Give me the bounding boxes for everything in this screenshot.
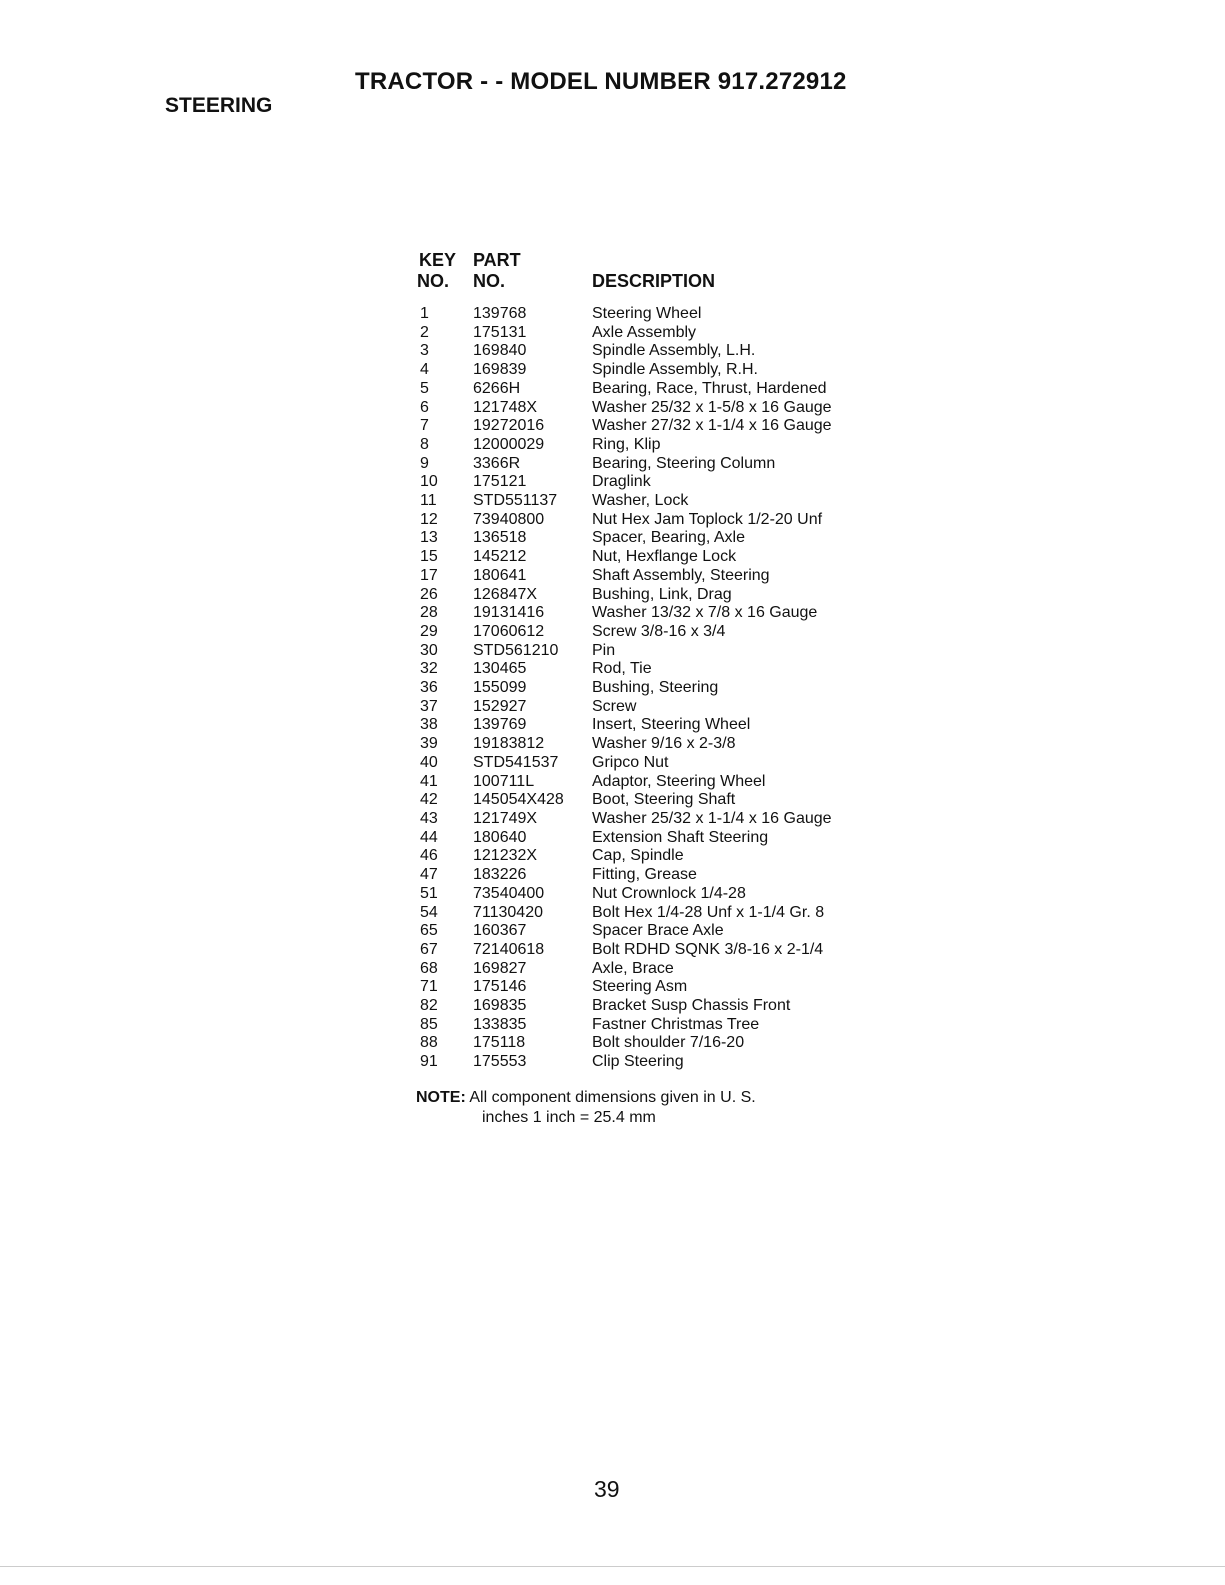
- part-number: 72140618: [473, 940, 545, 958]
- part-number: 175121: [473, 473, 527, 491]
- part-number: 155099: [473, 679, 527, 697]
- section-title: STEERING: [165, 94, 273, 117]
- table-row: [420, 735, 892, 754]
- key-column-header-line1: KEY: [419, 250, 457, 270]
- part-number: 121749X: [473, 809, 538, 827]
- key-number: 54: [420, 903, 438, 921]
- part-number: 145212: [473, 548, 527, 566]
- part-description: Rod, Tie: [592, 660, 652, 678]
- part-description: Washer 25/32 x 1-5/8 x 16 Gauge: [592, 398, 832, 416]
- part-description: Spacer, Bearing, Axle: [592, 529, 745, 547]
- table-row: [420, 1016, 892, 1035]
- key-number: 8: [420, 435, 429, 453]
- key-number: 29: [420, 622, 438, 640]
- part-number: 73940800: [473, 510, 545, 528]
- part-number: 136518: [473, 529, 527, 547]
- key-number: 46: [420, 847, 438, 865]
- key-column-header-line2: NO.: [417, 271, 450, 291]
- part-description: Draglink: [592, 473, 651, 491]
- part-number: 19272016: [473, 417, 545, 435]
- key-number: 1: [420, 305, 429, 322]
- table-row: [420, 997, 892, 1016]
- part-description: Fastner Christmas Tree: [592, 1015, 760, 1033]
- key-number: 17: [420, 566, 438, 584]
- part-column-header-line2: NO.: [473, 271, 506, 291]
- part-number: 126847X: [473, 585, 538, 603]
- part-description: Nut Crownlock 1/4-28: [592, 884, 746, 902]
- part-number: 169840: [473, 342, 527, 360]
- key-number: 3: [420, 342, 429, 360]
- part-number: 71130420: [473, 903, 543, 921]
- part-number: 139768: [473, 305, 527, 322]
- table-row: [420, 455, 892, 474]
- part-description: Spindle Assembly, R.H.: [592, 361, 758, 379]
- table-row: [420, 1053, 892, 1072]
- table-row: [420, 623, 892, 642]
- part-description: Bushing, Steering: [592, 679, 719, 697]
- table-row: [420, 922, 892, 941]
- key-number: 11: [420, 492, 437, 510]
- key-number: 38: [420, 716, 438, 734]
- part-description: Washer 27/32 x 1-1/4 x 16 Gauge: [592, 417, 832, 435]
- key-number: 88: [420, 1034, 438, 1052]
- table-row: [420, 960, 892, 979]
- table-row: [420, 978, 892, 997]
- table-row: [420, 324, 892, 343]
- table-row: [420, 754, 892, 773]
- part-number: 169827: [473, 959, 527, 977]
- part-description: Nut Hex Jam Toplock 1/2-20 Unf: [592, 510, 823, 528]
- bottom-divider: [0, 1566, 1225, 1567]
- page-title: TRACTOR - - MODEL NUMBER 917.272912: [355, 68, 847, 95]
- key-number: 36: [420, 679, 438, 697]
- part-number: 160367: [473, 922, 527, 940]
- table-row: [420, 904, 892, 923]
- part-description: Clip Steering: [592, 1053, 684, 1071]
- part-description: Shaft Assembly, Steering: [592, 566, 770, 584]
- part-description: Axle, Brace: [592, 959, 674, 977]
- table-row: [420, 417, 892, 436]
- part-number: STD551137: [473, 492, 558, 510]
- key-number: 13: [420, 529, 438, 547]
- part-description: Insert, Steering Wheel: [592, 716, 751, 734]
- part-number: 133835: [473, 1015, 527, 1033]
- key-number: 51: [420, 884, 438, 902]
- table-row: [420, 361, 892, 380]
- key-number: 28: [420, 604, 438, 622]
- key-number: 85: [420, 1015, 438, 1033]
- key-number: 91: [420, 1053, 438, 1071]
- part-description: Screw: [592, 697, 637, 715]
- part-description: Steering Wheel: [592, 305, 702, 322]
- part-number: 100711L: [473, 772, 535, 790]
- key-number: 40: [420, 753, 438, 771]
- part-number: 180641: [473, 566, 527, 584]
- table-row: [420, 548, 892, 567]
- table-row: [420, 436, 892, 455]
- part-description: Screw 3/8-16 x 3/4: [592, 622, 726, 640]
- key-number: 7: [420, 417, 429, 435]
- part-number: 19131416: [473, 604, 545, 622]
- table-row: [420, 642, 892, 661]
- key-number: 15: [420, 548, 438, 566]
- parts-table: [420, 305, 892, 1072]
- part-number: 152927: [473, 697, 527, 715]
- part-description: Nut, Hexflange Lock: [592, 548, 737, 566]
- key-number: 6: [420, 398, 429, 416]
- part-description: Adaptor, Steering Wheel: [592, 772, 766, 790]
- part-number: 121232X: [473, 847, 538, 865]
- table-row: [420, 529, 892, 548]
- table-row: [420, 660, 892, 679]
- table-row: [420, 511, 892, 530]
- table-row: [420, 473, 892, 492]
- key-number: 68: [420, 959, 438, 977]
- key-number: 42: [420, 791, 438, 809]
- table-row: [420, 567, 892, 586]
- table-row: [420, 679, 892, 698]
- part-description: Cap, Spindle: [592, 847, 684, 865]
- part-description: Boot, Steering Shaft: [592, 791, 736, 809]
- part-number: STD541537: [473, 753, 559, 771]
- key-number: 82: [420, 997, 438, 1015]
- key-number: 30: [420, 641, 438, 659]
- part-number: 175553: [473, 1053, 527, 1071]
- key-number: 43: [420, 809, 438, 827]
- table-row: [420, 773, 892, 792]
- part-number: 183226: [473, 866, 527, 884]
- key-number: 39: [420, 735, 438, 753]
- part-description: Fitting, Grease: [592, 866, 697, 884]
- key-number: 65: [420, 922, 438, 940]
- part-description: Bolt Hex 1/4-28 Unf x 1-1/4 Gr. 8: [592, 903, 825, 921]
- part-description: Steering Asm: [592, 978, 688, 996]
- part-description: Bearing, Race, Thrust, Hardened: [592, 379, 827, 397]
- page-number: 39: [594, 1476, 620, 1502]
- part-description: Washer 25/32 x 1-1/4 x 16 Gauge: [592, 809, 832, 827]
- table-row: [420, 399, 892, 418]
- table-row: [420, 847, 892, 866]
- part-number: 121748X: [473, 398, 538, 416]
- key-number: 26: [420, 585, 438, 603]
- part-number: 139769: [473, 716, 527, 734]
- part-description: Washer 9/16 x 2-3/8: [592, 735, 736, 753]
- key-number: 4: [420, 361, 429, 379]
- part-number: 145054X428: [473, 791, 564, 809]
- description-column-header: DESCRIPTION: [592, 271, 716, 291]
- key-number: 10: [420, 473, 438, 491]
- key-number: 12: [420, 510, 438, 528]
- note-text-line2: inches 1 inch = 25.4 mm: [482, 1109, 656, 1126]
- part-description: Extension Shaft Steering: [592, 828, 769, 846]
- table-row: [420, 791, 892, 810]
- part-number: 12000029: [473, 435, 545, 453]
- key-number: 2: [420, 323, 429, 341]
- note-label: NOTE:: [416, 1089, 466, 1106]
- part-number: 19183812: [473, 735, 545, 753]
- part-number: 169835: [473, 997, 527, 1015]
- table-row: [420, 492, 892, 511]
- key-number: 5: [420, 379, 429, 397]
- part-description: Washer, Lock: [592, 492, 689, 510]
- table-row: [420, 342, 892, 361]
- table-row: [420, 1034, 892, 1053]
- part-column-header-line1: PART: [473, 250, 521, 270]
- table-row: [420, 810, 892, 829]
- note-text-line1: All component dimensions given in U. S.: [469, 1089, 756, 1106]
- part-description: Gripco Nut: [592, 753, 669, 771]
- part-number: 130465: [473, 660, 527, 678]
- table-row: [420, 698, 892, 717]
- key-number: 67: [420, 940, 438, 958]
- part-description: Spindle Assembly, L.H.: [592, 342, 756, 360]
- part-description: Spacer Brace Axle: [592, 922, 724, 940]
- key-number: 9: [420, 454, 429, 472]
- table-row: [420, 604, 892, 623]
- part-number: 180640: [473, 828, 527, 846]
- part-number: 73540400: [473, 884, 545, 902]
- table-row: [420, 829, 892, 848]
- part-description: Bracket Susp Chassis Front: [592, 997, 791, 1015]
- table-row: [420, 941, 892, 960]
- table-row: [420, 866, 892, 885]
- part-number: 175146: [473, 978, 527, 996]
- part-description: Bolt RDHD SQNK 3/8-16 x 2-1/4: [592, 940, 824, 958]
- key-number: 41: [420, 772, 438, 790]
- table-row: [420, 586, 892, 605]
- part-number: 17060612: [473, 622, 545, 640]
- part-number: STD561210: [473, 641, 559, 659]
- part-number: 3366R: [473, 454, 521, 472]
- part-description: Washer 13/32 x 7/8 x 16 Gauge: [592, 604, 818, 622]
- part-description: Pin: [592, 641, 616, 659]
- part-number: 175118: [473, 1034, 526, 1052]
- key-number: 44: [420, 828, 438, 846]
- table-row: [420, 380, 892, 399]
- table-row: [420, 885, 892, 904]
- table-row: [420, 305, 892, 324]
- part-number: 175131: [473, 323, 527, 341]
- part-description: Axle Assembly: [592, 323, 697, 341]
- table-row: [420, 716, 892, 735]
- key-number: 47: [420, 866, 438, 884]
- key-number: 37: [420, 697, 438, 715]
- part-description: Bearing, Steering Column: [592, 454, 776, 472]
- key-number: 71: [420, 978, 438, 996]
- part-description: Bushing, Link, Drag: [592, 585, 732, 603]
- key-number: 32: [420, 660, 438, 678]
- part-number: 169839: [473, 361, 527, 379]
- note: [416, 1088, 756, 1108]
- part-description: Ring, Klip: [592, 435, 661, 453]
- part-description: Bolt shoulder 7/16-20: [592, 1034, 745, 1052]
- parts-table-body: [420, 305, 892, 1072]
- part-number: 6266H: [473, 379, 521, 397]
